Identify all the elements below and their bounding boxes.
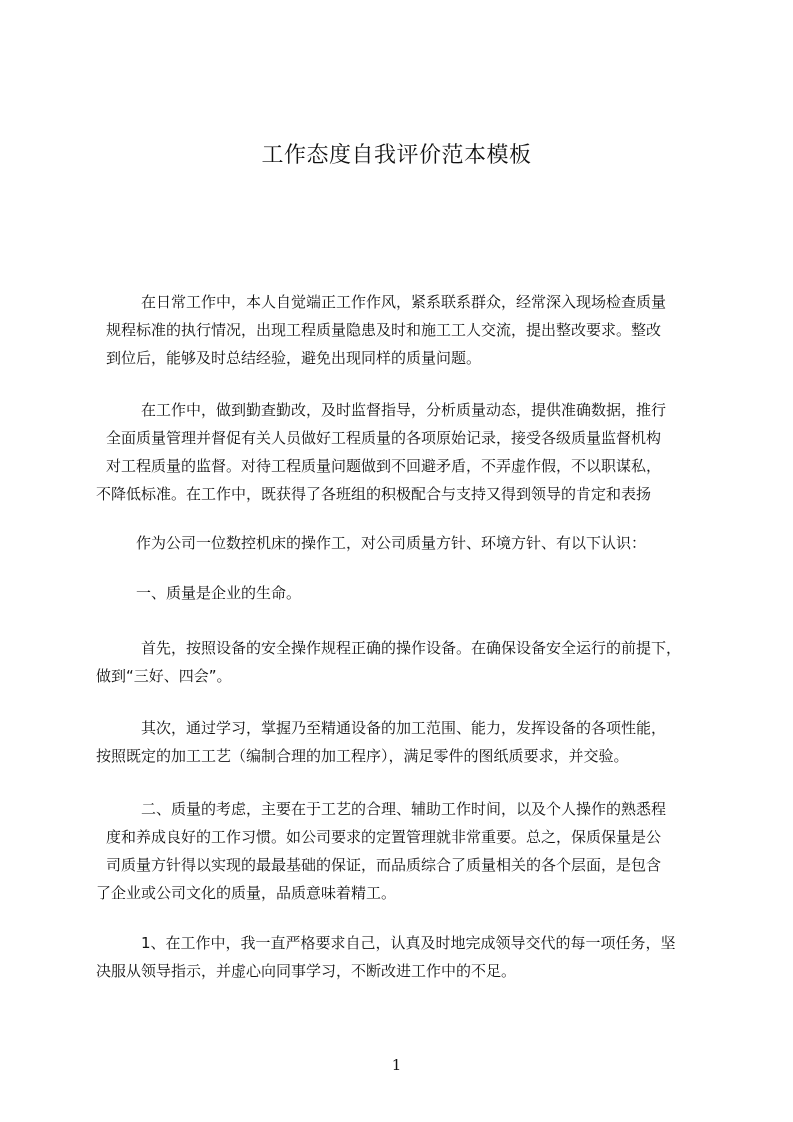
paragraph-line: 了企业或公司文化的质量，品质意味着精工。	[96, 884, 397, 902]
paragraph-5	[96, 634, 716, 690]
paragraph-line: 全面质量管理并督促有关人员做好工程质量的各项原始记录，接受各级质量监督机构	[106, 429, 662, 447]
paragraph-line: 度和养成良好的工作习惯。如公司要求的定置管理就非常重要。总之，保质保量是公	[106, 828, 662, 846]
paragraph-line: 按照既定的加工工艺（编制合理的加工程序），满足零件的图纸质要求，并交验。	[96, 747, 629, 765]
paragraph-line: 1、在工作中，我一直严格要求自己，认真及时地完成领导交代的每一项任务，坚	[141, 934, 676, 952]
paragraph-7	[96, 795, 716, 907]
paragraph-line: 不降低标准。在工作中，既获得了各班组的积极配合与支持又得到领导的肯定和表扬	[96, 485, 652, 503]
paragraph-line: 作为公司一位数控机床的操作工，对公司质量方针、环境方针、有以下认识：	[136, 534, 647, 552]
document-title: 工作态度自我评价范本模板	[261, 143, 532, 168]
paragraph-line: 规程标准的执行情况，出现工程质量隐患及时和施工工人交流，提出整改要求。整改	[106, 321, 662, 339]
paragraph-line: 一、质量是企业的生命。	[136, 584, 302, 602]
paragraph-line: 对工程质量的监督。对待工程质量问题做到不回避矛盾，不弄虚作假，不以职谋私，	[106, 457, 662, 475]
paragraph-1	[96, 288, 716, 372]
paragraph-line: 决服从领导指示，并虚心向同事学习，不断改进工作中的不足。	[96, 962, 517, 980]
paragraph-4	[96, 579, 716, 607]
paragraph-8	[96, 929, 716, 985]
paragraph-line: 首先，按照设备的安全操作规程正确的操作设备。在确保设备安全运行的前提下，	[141, 639, 682, 657]
paragraph-line: 在工作中，做到勤查勤改，及时监督指导，分析质量动态，提供准确数据，推行	[141, 401, 667, 419]
page-number: 1	[391, 1056, 402, 1074]
paragraph-6	[96, 714, 716, 770]
paragraph-line: 在日常工作中，本人自觉端正工作作风，紧系联系群众，经常深入现场检查质量	[141, 293, 667, 311]
paragraph-line: 二、质量的考虑，主要在于工艺的合理、辅助工作时间，以及个人操作的熟悉程	[141, 800, 667, 818]
paragraph-line: 司质量方针得以实现的最最基础的保证，而品质综合了质量相关的各个层面，是包含	[106, 856, 662, 874]
paragraph-line: 到位后，能够及时总结经验，避免出现同样的质量问题。	[106, 349, 482, 367]
paragraph-2	[96, 396, 716, 508]
paragraph-line: 做到“三好、四会”。	[96, 667, 232, 685]
paragraph-3	[96, 529, 716, 557]
paragraph-line: 其次，通过学习，掌握乃至精通设备的加工范围、能力，发挥设备的各项性能，	[141, 719, 667, 737]
